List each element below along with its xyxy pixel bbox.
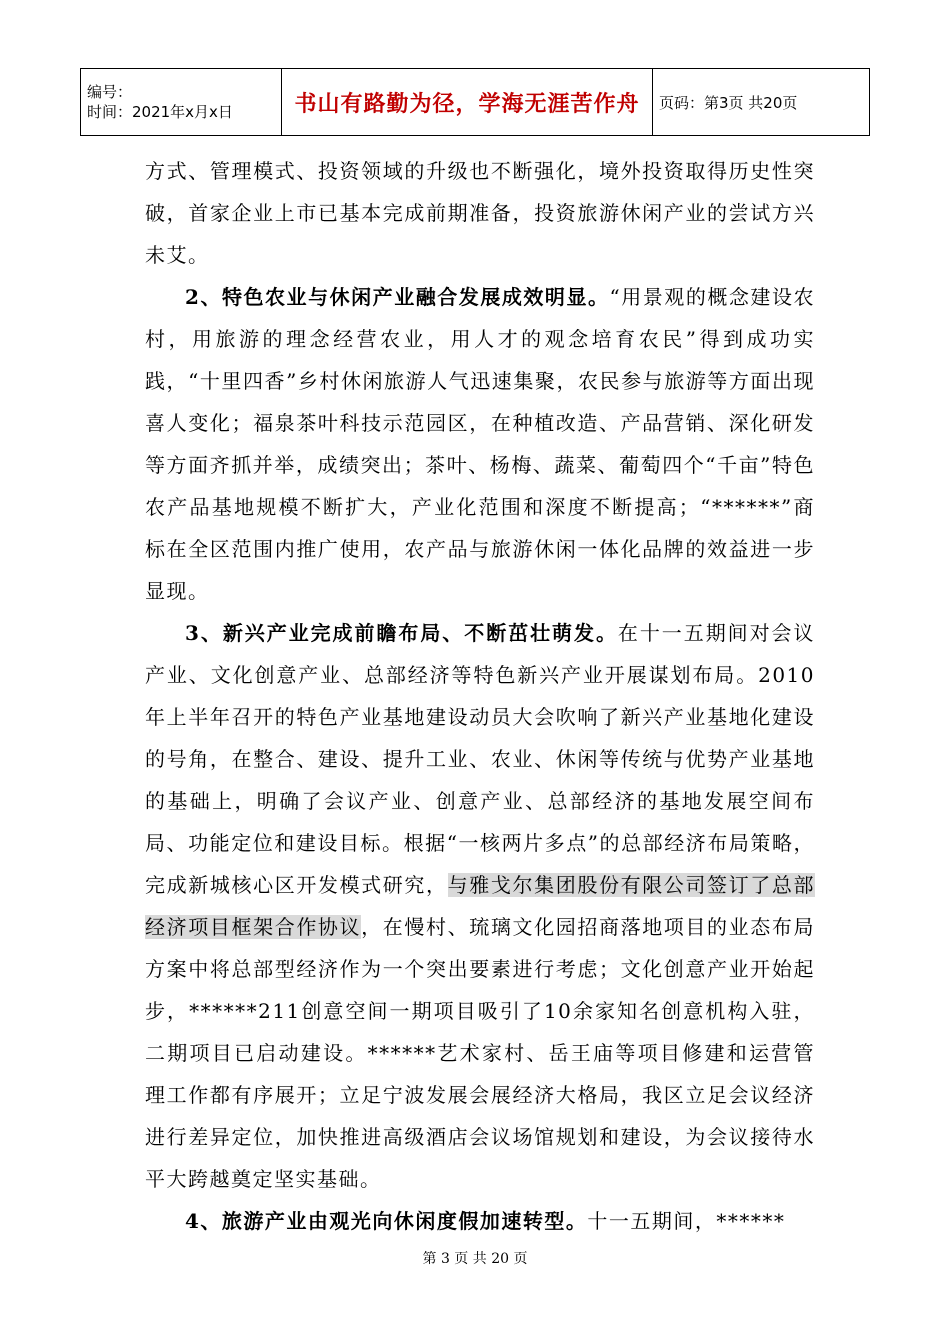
paragraph-3-text-a: 在十一五期间对会议产业、文化创意产业、总部经济等特色新兴产业开展谋划布局。2010年上半年召开的特色产业基地建设动员大会吹响了新兴产业基地化建设的号角，在整合、建设、提升工业、农业、休闲等传统与优势产业基地的基础上，明确了会议产业、创意产业、总部经济的基地发展空间布局、功能定位和建设目标。根据“一核两片多点”的总部经济布局策略，完成新城核心区开发模式研究， — [145, 621, 815, 897]
paragraph-2-text: “用景观的概念建设农村，用旅游的理念经营农业，用人才的观念培育农民”得到成功实践，“十里四香”乡村休闲旅游人气迅速集聚，农民参与旅游等方面出现喜人变化；福泉茶叶科技示范园区，在种植改造、产品营销、深化研发等方面齐抓并举，成绩突出；茶叶、杨梅、蔬菜、葡萄四个“千亩”特色农产品基地规模不断扩大，产业化范围和深度不断提高；“******”商标在全区范围内推广使用，农产品与旅游休闲一体化品牌的效益进一步显现。 — [145, 285, 815, 603]
paragraph-2-heading: 2、特色农业与休闲产业融合发展成效明显。 — [185, 285, 610, 309]
document-number-label: 编号： — [87, 83, 133, 101]
paragraph-3 — [145, 612, 815, 1200]
document-time-label: 时间：2021年x月x日 — [87, 103, 233, 121]
document-header — [80, 68, 870, 136]
paragraph-4-text: 十一五期间，****** — [587, 1209, 786, 1233]
header-meta-cell — [81, 69, 282, 136]
header-page-info: 页码：第3页 共20页 — [653, 69, 870, 136]
paragraph-4 — [145, 1200, 815, 1242]
paragraph-2 — [145, 276, 815, 612]
paragraph-3-heading: 3、新兴产业完成前瞻布局、不断茁壮萌发。 — [185, 621, 618, 645]
header-motto: 书山有路勤为径，学海无涯苦作舟 — [282, 69, 653, 136]
paragraph-4-heading: 4、旅游产业由观光向休闲度假加速转型。 — [185, 1209, 588, 1233]
paragraph-3-text-b: ，在慢村、琉璃文化园招商落地项目的业态布局方案中将总部型经济作为一个突出要素进行考虑；文化创意产业开始起步，******211创意空间一期项目吸引了10余家知名创意机构入驻，二期项目已启动建设。******艺术家村、岳王庙等项目修建和运营管理工作都有序展开；立足宁波发展会展经济大格局，我区立足会议经济进行差异定位，加快推进高级酒店会议场馆规划和建设，为会议接待水平大跨越奠定坚实基础。 — [145, 915, 816, 1191]
document-body — [145, 150, 815, 1242]
paragraph-continued: 方式、管理模式、投资领域的升级也不断强化，境外投资取得历史性突破，首家企业上市已基本完成前期准备，投资旅游休闲产业的尝试方兴未艾。 — [145, 159, 815, 267]
page-footer: 第 3 页 共 20 页 — [422, 1251, 528, 1267]
highlighted-text: 与雅戈尔集团股份有限公司签订了总部经济项目框架合作协议 — [145, 873, 816, 939]
